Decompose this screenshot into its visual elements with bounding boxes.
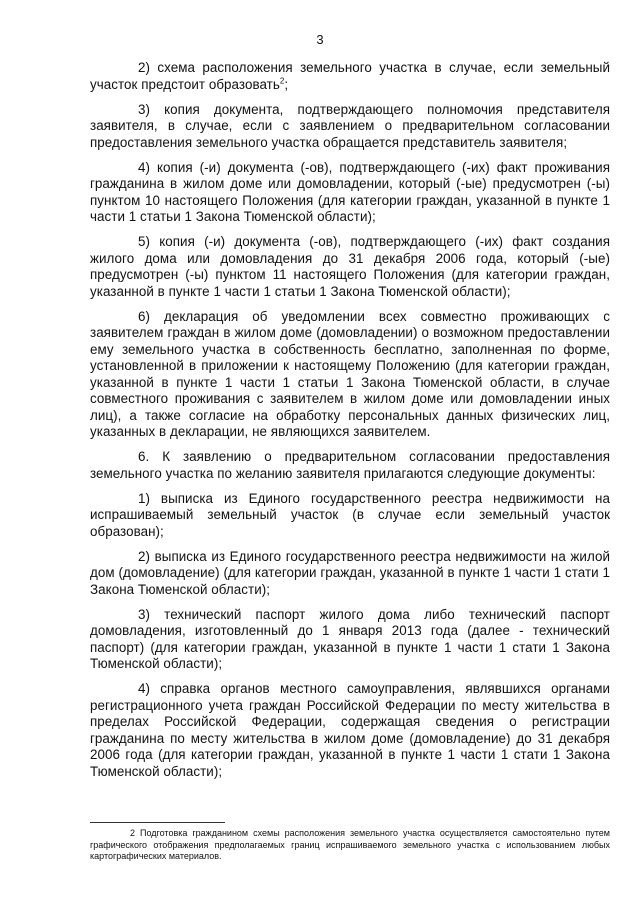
footnote: 2 Подготовка гражданином схемы расположения земельного участка осуществляется самостоятельно путем графического отображения предполагаемых границ испрашиваемого земельного участка с использованием любых картографических материалов. xyxy=(90,828,610,861)
footnote-divider xyxy=(90,822,225,823)
paragraph-item-4-registration-certificate: 4) справка органов местного самоуправления, являвшихся органами регистрационного учета граждан Российской Федерации по месту жительства в пределах Российской Федерации, содержащая сведения о регистрации гражданина по месту жительства в жилом доме (домовладение) до 31 декабря 2006 года (для категории граждан, указанной в пункте 1 части 1 стати 1 Закона Тюменской области); xyxy=(90,681,610,779)
page-number: 3 xyxy=(316,32,324,47)
paragraph-item-1-land-extract: 1) выписка из Единого государственного реестра недвижимости на испрашиваемый земельный участок (в случае если земельный участок образован); xyxy=(90,490,610,539)
paragraph-section-6-heading: 6. К заявлению о предварительном согласовании предоставления земельного участка по желанию заявителя прилагаются следующие документы: xyxy=(90,449,610,481)
paragraph-item-2-scheme xyxy=(90,60,610,93)
paragraph-item-4-residence: 4) копия (-и) документа (-ов), подтверждающего (-их) факт проживания гражданина в жилом доме или домовладении, который (-ые) предусмотрен (-ы) пунктом 10 настоящего Положения (для категории граждан, указанной в пункте 1 части 1 статьи 1 Закона Тюменской области); xyxy=(90,159,610,224)
paragraph-item-3-tech-passport: 3) технический паспорт жилого дома либо технический паспорт домовладения, изготовленный до 1 января 2013 года (далее - технический паспорт) (для категории граждан, указанной в пункте 1 части 1 стати 1 Закона Тюменской области); xyxy=(90,606,610,671)
paragraph-item-6-declaration: 6) декларация об уведомлении всех совместно проживающих с заявителем граждан в жилом доме (домовладении) о возможном предоставлении ему земельного участка в собственность бесплатно, заполненная по форме, установленной в приложении к настоящему Положению (для категории граждан, указанной в пункте 1 части 1 статьи 1 Закона Тюменской области, в случае совместного проживания с заявителем в жилом доме или домовладении иных лиц), а также согласие на обработку персональных данных физических лиц, указанных в декларации, не являющихся заявителем. xyxy=(90,308,610,439)
paragraph-item-5-construction: 5) копия (-и) документа (-ов), подтверждающего (-их) факт создания жилого дома или домовладения до 31 декабря 2006 года, который (-ые) предусмотрен (-ы) пунктом 11 настоящего Положения (для категории граждан, указанной в пункте 1 части 1 статьи 1 Закона Тюменской области); xyxy=(90,234,610,299)
paragraph-item-3-representative: 3) копия документа, подтверждающего полномочия представителя заявителя, в случае, если с заявлением о предварительном согласовании предоставления земельного участка обращается представитель заявителя; xyxy=(90,101,610,150)
paragraph-item-2-house-extract: 2) выписка из Единого государственного реестра недвижимости на жилой дом (домовладение) (для категории граждан, указанной в пункте 1 части 1 стати 1 Закона Тюменской области); xyxy=(90,548,610,597)
document-body xyxy=(90,60,610,789)
paragraph-tail: ; xyxy=(284,76,289,92)
paragraph-text: 2) схема расположения земельного участка в случае, если земельный участок предстоит образовать xyxy=(90,60,610,92)
footnote-reference[interactable]: 2 xyxy=(279,76,285,86)
